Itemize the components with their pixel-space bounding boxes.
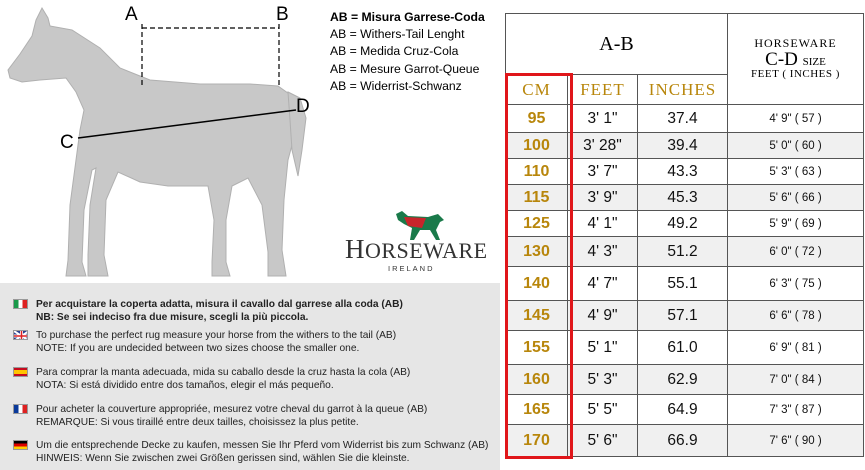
column-header-cm: CM	[506, 75, 568, 105]
cell-feet: 5' 3"	[568, 365, 638, 395]
header-ab: A-B	[506, 14, 728, 75]
horse-silhouette	[8, 8, 298, 276]
cell-cd: 5' 6" ( 66 )	[728, 185, 864, 211]
table-row	[506, 133, 864, 159]
cell-inches: 39.4	[638, 133, 728, 159]
it-flag-icon	[13, 299, 28, 309]
column-header-inches: INCHES	[638, 75, 728, 105]
cell-inches: 66.9	[638, 425, 728, 457]
cell-feet: 3' 9"	[568, 185, 638, 211]
table-row	[506, 395, 864, 425]
table-row	[506, 425, 864, 457]
ab-definitions	[330, 9, 485, 95]
table-row	[506, 211, 864, 237]
cell-cm: 155	[506, 331, 568, 365]
ab-def-fr: AB = Mesure Garrot-Queue	[330, 61, 480, 76]
note-german: Um die entsprechende Decke zu kaufen, messen Sie Ihr Pferd vom Widerrist bis zum Schwanz (AB) HINWEIS: Wenn Sie zwischen zwei Größen gerissen sind, wählen Sie die kleinste.	[13, 439, 488, 465]
cell-cm: 165	[506, 395, 568, 425]
note-italian: Per acquistare la coperta adatta, misura il cavallo dal garrese alla coda (AB) NB: Se sei indeciso fra due misure, scegli la più piccola.	[13, 298, 403, 324]
table-row	[506, 331, 864, 365]
ab-def-de: AB = Widerrist-Schwanz	[330, 78, 462, 93]
table-row	[506, 159, 864, 185]
cell-feet: 3' 7"	[568, 159, 638, 185]
note-french: Pour acheter la couverture appropriée, mesurez votre cheval du garrot à la queue (AB) REMARQUE: Si vous tiraillé entre deux tailles, choisissez la plus petite.	[13, 403, 427, 429]
horseware-logo	[345, 208, 488, 278]
fr-flag-icon	[13, 404, 28, 414]
size-table	[505, 13, 864, 457]
cell-cm: 130	[506, 237, 568, 267]
column-header-feet: FEET	[568, 75, 638, 105]
note-spanish: Para comprar la manta adecuada, mida su caballo desde la cruz hasta la cola (AB) NOTA: Si está dividido entre dos tamaños, elegir el más pequeño.	[13, 366, 410, 392]
cell-inches: 51.2	[638, 237, 728, 267]
table-row	[506, 185, 864, 211]
table-row	[506, 301, 864, 331]
cell-feet: 3' 1"	[568, 105, 638, 133]
table-header-row	[506, 14, 864, 75]
cell-feet: 5' 1"	[568, 331, 638, 365]
cell-inches: 37.4	[638, 105, 728, 133]
cell-cd: 6' 6" ( 78 )	[728, 301, 864, 331]
table-row	[506, 237, 864, 267]
label-d: D	[296, 96, 310, 117]
header-cd: HORSEWARE C-D SIZE FEET ( INCHES )	[728, 14, 864, 105]
cell-inches: 62.9	[638, 365, 728, 395]
cell-cd: 6' 0" ( 72 )	[728, 237, 864, 267]
cell-inches: 55.1	[638, 267, 728, 301]
cell-cd: 7' 3" ( 87 )	[728, 395, 864, 425]
cell-cm: 140	[506, 267, 568, 301]
cell-inches: 45.3	[638, 185, 728, 211]
logo-word: HORSEWARE	[345, 234, 488, 264]
cell-feet: 4' 1"	[568, 211, 638, 237]
note-english: To purchase the perfect rug measure your horse from the withers to the tail (AB) NOTE: If you are undecided between two sizes choose the smaller one.	[13, 329, 396, 355]
cell-cd: 5' 0" ( 60 )	[728, 133, 864, 159]
label-c: C	[60, 132, 74, 153]
cell-cd: 5' 9" ( 69 )	[728, 211, 864, 237]
cell-inches: 57.1	[638, 301, 728, 331]
cell-cd: 6' 9" ( 81 )	[728, 331, 864, 365]
es-flag-icon	[13, 367, 28, 377]
cell-cm: 145	[506, 301, 568, 331]
de-flag-icon	[13, 440, 28, 450]
cell-cm: 95	[506, 105, 568, 133]
cell-feet: 4' 3"	[568, 237, 638, 267]
cell-cm: 170	[506, 425, 568, 457]
cell-cm: 115	[506, 185, 568, 211]
cell-inches: 43.3	[638, 159, 728, 185]
ab-def-en: AB = Withers-Tail Lenght	[330, 27, 465, 42]
label-b: B	[276, 4, 289, 25]
horse-diagram	[0, 0, 330, 290]
ab-def-es: AB = Medida Cruz-Cola	[330, 44, 459, 59]
cell-cd: 6' 3" ( 75 )	[728, 267, 864, 301]
uk-flag-icon	[13, 330, 28, 340]
logo-ireland: IRELAND	[388, 264, 435, 273]
label-a: A	[125, 4, 138, 25]
cell-feet: 5' 5"	[568, 395, 638, 425]
cell-cd: 5' 3" ( 63 )	[728, 159, 864, 185]
cell-inches: 49.2	[638, 211, 728, 237]
cell-cd: 7' 0" ( 84 )	[728, 365, 864, 395]
cell-feet: 4' 9"	[568, 301, 638, 331]
cell-inches: 64.9	[638, 395, 728, 425]
ab-def-it: AB = Misura Garrese-Coda	[330, 10, 485, 24]
cell-cd: 7' 6" ( 90 )	[728, 425, 864, 457]
cell-cm: 110	[506, 159, 568, 185]
table-body	[506, 105, 864, 457]
table-row	[506, 267, 864, 301]
cell-cd: 4' 9" ( 57 )	[728, 105, 864, 133]
cell-cm: 125	[506, 211, 568, 237]
cell-feet: 4' 7"	[568, 267, 638, 301]
table-row	[506, 105, 864, 133]
table-row	[506, 365, 864, 395]
cell-cm: 160	[506, 365, 568, 395]
instructions-panel	[0, 283, 500, 470]
cell-inches: 61.0	[638, 331, 728, 365]
cell-feet: 5' 6"	[568, 425, 638, 457]
cell-cm: 100	[506, 133, 568, 159]
cell-feet: 3' 28"	[568, 133, 638, 159]
